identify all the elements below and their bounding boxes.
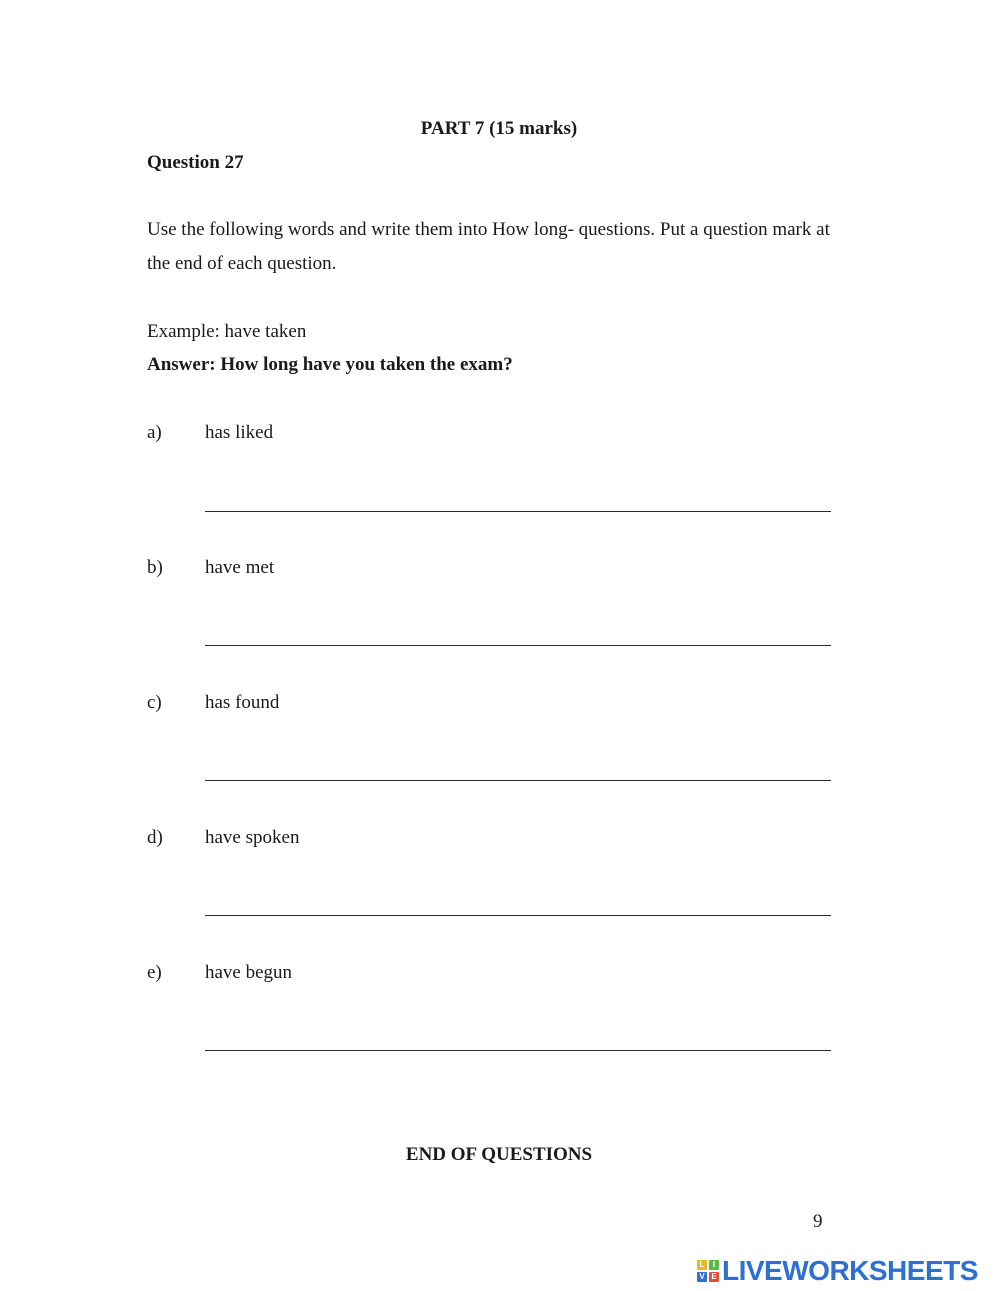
item-word: has found: [205, 692, 280, 713]
answer-line-e[interactable]: [205, 1050, 831, 1051]
answer-line-a[interactable]: [205, 511, 831, 512]
answer-line-d[interactable]: [205, 915, 831, 916]
item-letter: e): [147, 962, 162, 983]
item-word: have begun: [205, 962, 293, 983]
logo-mark-letter: E: [709, 1272, 719, 1282]
logo-mark-icon: [697, 1260, 719, 1282]
item-letter: a): [147, 422, 162, 443]
logo-mark-letter: I: [709, 1260, 719, 1270]
part-title: PART 7 (15 marks): [420, 118, 578, 139]
item-letter: d): [147, 827, 163, 848]
item-word: has liked: [205, 422, 274, 443]
item-word: have met: [205, 557, 275, 578]
item-letter: c): [147, 692, 162, 713]
end-of-questions: END OF QUESTIONS: [405, 1144, 593, 1165]
instruction-line-1: Use the following words and write them into How long- questions. Put a question mark at: [147, 219, 830, 240]
example-answer: Answer: How long have you taken the exam?: [147, 354, 513, 375]
item-letter: b): [147, 557, 163, 578]
logo-mark-letter: L: [697, 1260, 707, 1270]
answer-line-b[interactable]: [205, 645, 831, 646]
answer-line-c[interactable]: [205, 780, 831, 781]
example-prompt: Example: have taken: [147, 321, 307, 342]
question-title: Question 27: [147, 152, 244, 173]
instruction-line-2: the end of each question.: [147, 253, 337, 274]
liveworksheets-logo: [697, 1257, 978, 1285]
page-number: 9: [813, 1211, 823, 1232]
logo-mark-letter: V: [697, 1272, 707, 1282]
item-word: have spoken: [205, 827, 300, 848]
logo-text: LIVEWORKSHEETS: [722, 1255, 978, 1286]
